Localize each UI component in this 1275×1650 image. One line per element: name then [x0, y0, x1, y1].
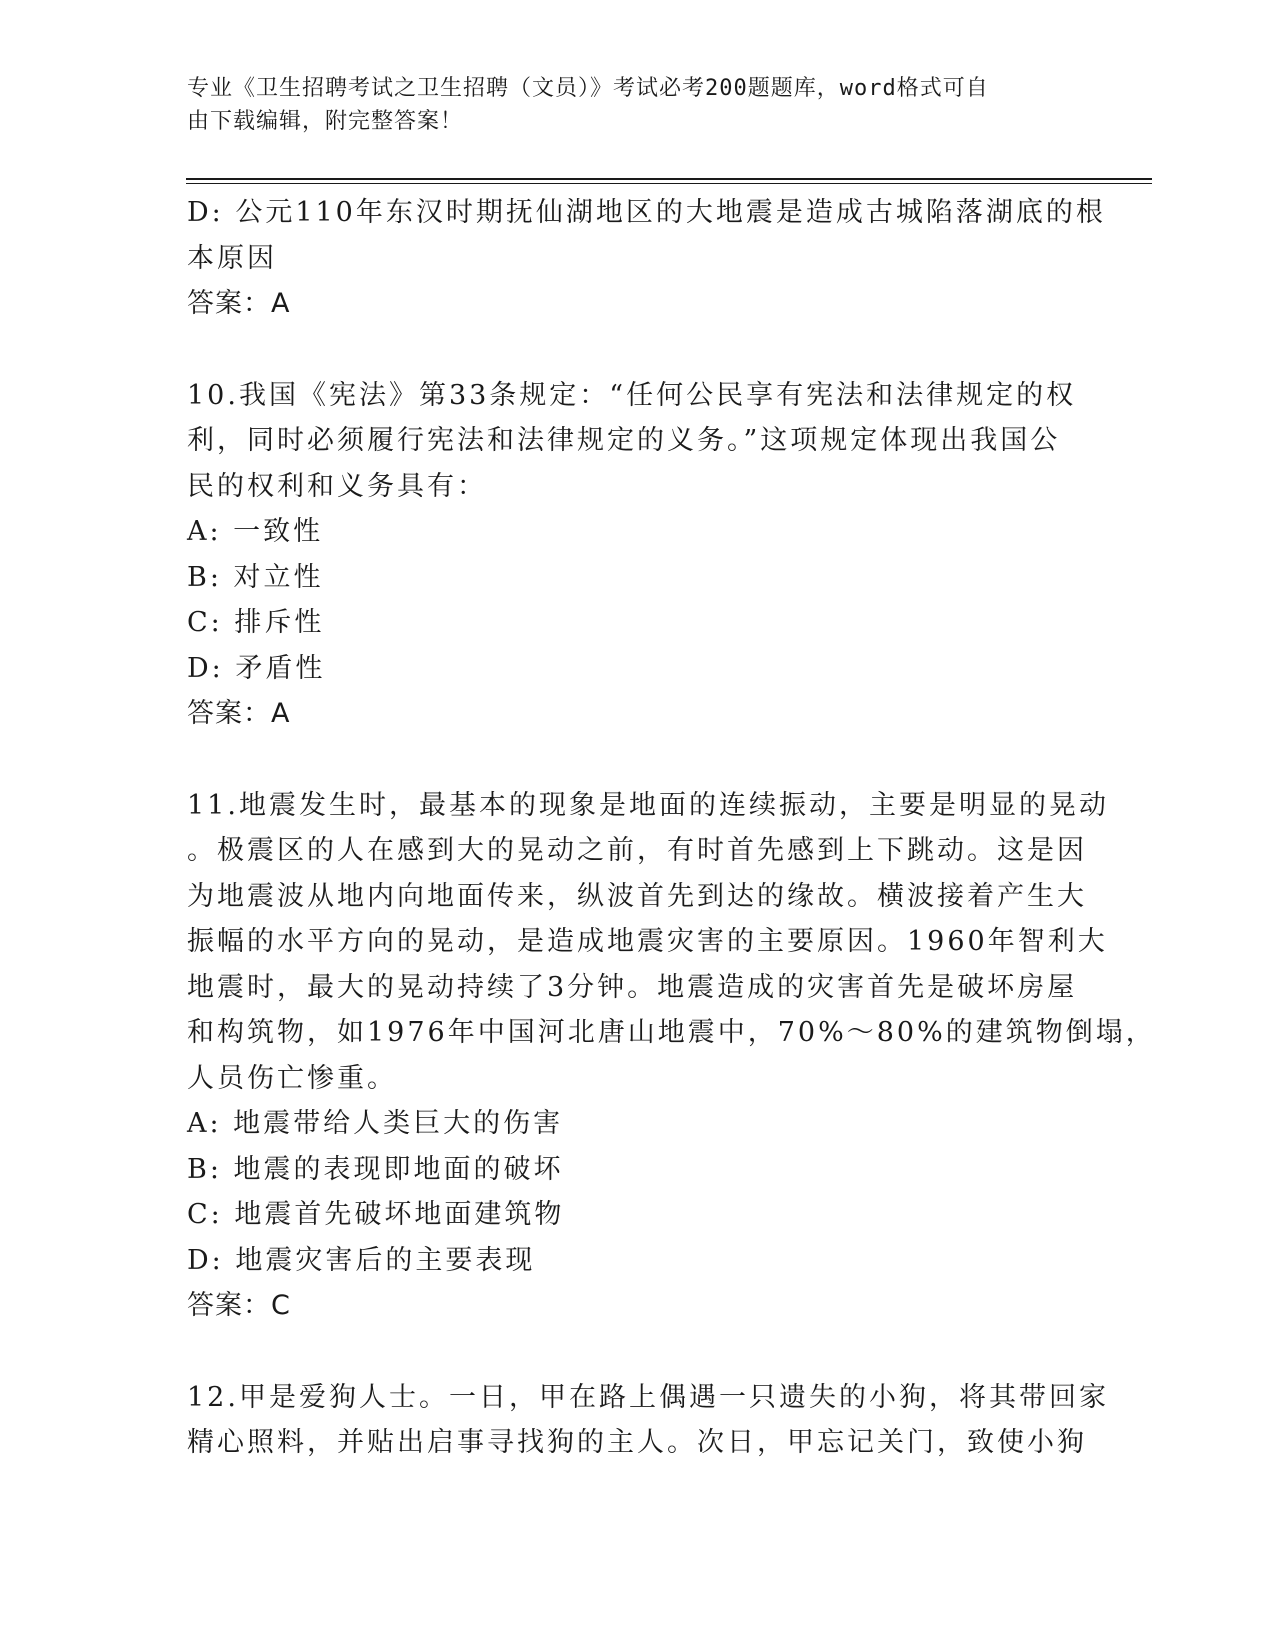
option-b: B: 地震的表现即地面的破坏 — [187, 1153, 564, 1185]
option-a: A: 一致性 — [187, 516, 324, 547]
header-line: 专业《卫生招聘考试之卫生招聘（文员）》考试必考200题题库，word格式可自 — [187, 76, 989, 101]
question-stem: 12.甲是爱狗人士。一日，甲在路上偶遇一只遗失的小狗，将其带回家 — [187, 1381, 1109, 1413]
option-c: C: 地震首先破坏地面建筑物 — [187, 1199, 565, 1230]
question-stem: 民的权利和义务具有： — [187, 470, 487, 502]
question-block — [187, 783, 1156, 1329]
option-d: D: 地震灾害后的主要表现 — [187, 1244, 536, 1276]
answer-label: 答案：C — [187, 1290, 291, 1321]
question-stem: 精心照料，并贴出启事寻找狗的主人。次日，甲忘记关门，致使小狗 — [187, 1427, 1087, 1458]
question-stem: 为地震波从地内向地面传来，纵波首先到达的缘故。横波接着产生大 — [187, 880, 1087, 912]
spacer — [187, 737, 1077, 783]
question-stem: 11.地震发生时，最基本的现象是地面的连续振动，主要是明显的晃动 — [187, 789, 1109, 821]
question-stem: 振幅的水平方向的晃动，是造成地震灾害的主要原因。1960年智利大 — [187, 926, 1108, 957]
option-d: 本原因 — [187, 242, 277, 274]
header-rule — [186, 183, 1152, 184]
option-d: D: 公元110年东汉时期抚仙湖地区的大地震是造成古城陷落湖底的根 — [187, 197, 1106, 228]
header-rule — [186, 178, 1152, 180]
spacer — [187, 327, 1077, 373]
answer-label: 答案：A — [187, 698, 291, 729]
question-block — [187, 373, 1077, 737]
option-a: A: 地震带给人类巨大的伤害 — [187, 1108, 564, 1139]
option-b: B: 对立性 — [187, 561, 324, 593]
question-stem: 人员伤亡惨重。 — [187, 1062, 397, 1094]
page-header — [187, 72, 1067, 138]
question-stem: 地震时，最大的晃动持续了3分钟。地震造成的灾害首先是破坏房屋 — [187, 971, 1078, 1003]
question-stem: 10.我国《宪法》第33条规定：“任何公民享有宪法和法律规定的权 — [187, 379, 1077, 411]
spacer — [187, 1329, 1077, 1375]
question-stem: 利，同时必须履行宪法和法律规定的义务。”这项规定体现出我国公 — [187, 425, 1061, 456]
question-block — [187, 1375, 1109, 1466]
document-body — [187, 190, 1156, 1466]
option-c: C: 排斥性 — [187, 607, 325, 638]
answer-label: 答案：A — [187, 288, 291, 319]
question-block — [187, 190, 1106, 327]
option-d: D: 矛盾性 — [187, 652, 326, 684]
question-stem: 。极震区的人在感到大的晃动之前，有时首先感到上下跳动。这是因 — [187, 835, 1087, 866]
header-line: 由下载编辑，附完整答案！ — [187, 109, 464, 134]
question-stem: 和构筑物，如1976年中国河北唐山地震中，70%～80%的建筑物倒塌， — [187, 1017, 1156, 1048]
